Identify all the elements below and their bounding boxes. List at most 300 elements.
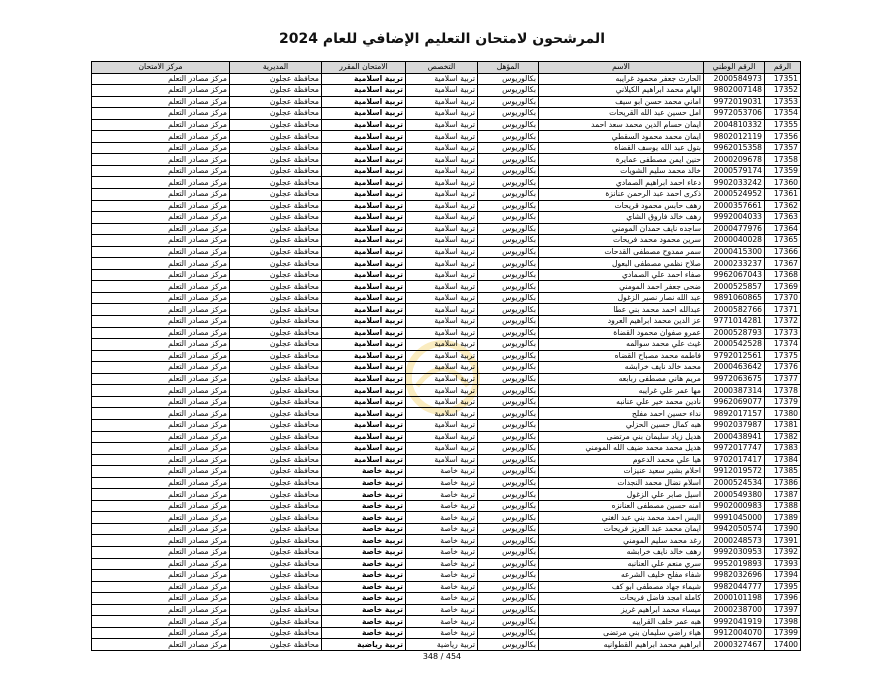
cell-specialization: تربية اسلامية [406,454,478,466]
cell-qualification: بكالوريوس [478,512,539,524]
cell-serial: 17377 [765,373,801,385]
cell-exam: تربية خاصة [322,546,406,558]
cell-serial: 17390 [765,523,801,535]
table-row [92,85,801,97]
table-row [92,431,801,443]
table-row [92,189,801,201]
cell-exam: تربية اسلامية [322,269,406,281]
table-header-row [92,62,801,74]
cell-exam-center: مركز مصادر التعلم [92,581,230,593]
cell-qualification: بكالوريوس [478,639,539,651]
cell-exam-center: مركز مصادر التعلم [92,119,230,131]
cell-specialization: تربية خاصة [406,616,478,628]
cell-exam: تربية رياضية [322,639,406,651]
cell-directorate: محافظة عجلون [230,408,322,420]
cell-directorate: محافظة عجلون [230,223,322,235]
cell-specialization: تربية اسلامية [406,431,478,443]
page-title: المرشحون لامتحان التعليم الإضافي للعام 2024 [279,31,605,47]
header-serial: الرقم [765,62,801,74]
cell-serial: 17368 [765,269,801,281]
cell-name: اماني محمد حسن ابو سيف [539,96,704,108]
cell-exam-center: مركز مصادر التعلم [92,627,230,639]
cell-name: شفاء مفلح خليف الشرعه [539,570,704,582]
cell-specialization: تربية خاصة [406,604,478,616]
cell-name: هديل محمد محمد ضيف الله المومني [539,443,704,455]
cell-national-id: 2000584973 [704,73,765,85]
table-row [92,581,801,593]
cell-directorate: محافظة عجلون [230,523,322,535]
table-row [92,246,801,258]
cell-exam: تربية اسلامية [322,177,406,189]
cell-name: مها عمر علي غرايبه [539,385,704,397]
cell-name: بتول عبد الله يوسف القضاة [539,142,704,154]
cell-directorate: محافظة عجلون [230,189,322,201]
cell-directorate: محافظة عجلون [230,177,322,189]
cell-national-id: 9982032696 [704,570,765,582]
cell-exam-center: مركز مصادر التعلم [92,477,230,489]
cell-directorate: محافظة عجلون [230,512,322,524]
cell-serial: 17358 [765,154,801,166]
cell-qualification: بكالوريوس [478,477,539,489]
cell-specialization: تربية اسلامية [406,419,478,431]
cell-name: هيا علي محمد الدعوم [539,454,704,466]
cell-exam: تربية اسلامية [322,142,406,154]
cell-serial: 17352 [765,85,801,97]
cell-exam: تربية خاصة [322,500,406,512]
table-row [92,627,801,639]
cell-name: اسيل صابر علي الزغول [539,489,704,501]
cell-exam: تربية اسلامية [322,350,406,362]
cell-exam-center: مركز مصادر التعلم [92,200,230,212]
cell-serial: 17379 [765,396,801,408]
cell-exam-center: مركز مصادر التعلم [92,535,230,547]
cell-name: خالد محمد سليم الشويات [539,165,704,177]
cell-serial: 17356 [765,131,801,143]
cell-specialization: تربية خاصة [406,489,478,501]
cell-qualification: بكالوريوس [478,419,539,431]
cell-qualification: بكالوريوس [478,373,539,385]
cell-exam: تربية اسلامية [322,454,406,466]
cell-name: محمد خالد نايف خرابشه [539,362,704,374]
cell-directorate: محافظة عجلون [230,500,322,512]
cell-specialization: تربية اسلامية [406,200,478,212]
cell-exam: تربية خاصة [322,558,406,570]
cell-exam-center: مركز مصادر التعلم [92,558,230,570]
table-row [92,419,801,431]
cell-exam: تربية اسلامية [322,419,406,431]
cell-qualification: بكالوريوس [478,339,539,351]
cell-exam-center: مركز مصادر التعلم [92,258,230,270]
cell-national-id: 2000248573 [704,535,765,547]
cell-exam-center: مركز مصادر التعلم [92,189,230,201]
cell-qualification: بكالوريوس [478,581,539,593]
cell-national-id: 9771014281 [704,316,765,328]
cell-specialization: تربية اسلامية [406,385,478,397]
cell-national-id: 2000327467 [704,639,765,651]
cell-directorate: محافظة عجلون [230,616,322,628]
cell-name: هبه كمال حسين الحزلي [539,419,704,431]
cell-national-id: 9972017747 [704,443,765,455]
cell-serial: 17400 [765,639,801,651]
cell-exam: تربية اسلامية [322,154,406,166]
cell-directorate: محافظة عجلون [230,373,322,385]
cell-serial: 17357 [765,142,801,154]
cell-qualification: بكالوريوس [478,350,539,362]
cell-directorate: محافظة عجلون [230,396,322,408]
table-row [92,304,801,316]
cell-qualification: بكالوريوس [478,627,539,639]
cell-qualification: بكالوريوس [478,604,539,616]
cell-name: فاطمه محمد مصباح القضاه [539,350,704,362]
cell-exam: تربية اسلامية [322,73,406,85]
cell-name: نداء حسين احمد مفلح [539,408,704,420]
cell-exam: تربية خاصة [322,593,406,605]
cell-qualification: بكالوريوس [478,131,539,143]
table-row [92,558,801,570]
cell-exam-center: مركز مصادر التعلم [92,235,230,247]
cell-national-id: 9792012561 [704,350,765,362]
cell-specialization: تربية اسلامية [406,108,478,120]
cell-specialization: تربية اسلامية [406,154,478,166]
cell-name: امنه حسين مصطفى العنانزه [539,500,704,512]
cell-specialization: تربية اسلامية [406,142,478,154]
cell-directorate: محافظة عجلون [230,73,322,85]
cell-qualification: بكالوريوس [478,327,539,339]
cell-directorate: محافظة عجلون [230,165,322,177]
cell-name: عبدالله احمد محمد بني عطا [539,304,704,316]
cell-specialization: تربية اسلامية [406,165,478,177]
cell-name: دعاء احمد ابراهيم الصمادي [539,177,704,189]
cell-directorate: محافظة عجلون [230,454,322,466]
table-row [92,443,801,455]
cell-serial: 17387 [765,489,801,501]
cell-name: صفاء احمد علي الصمادي [539,269,704,281]
cell-directorate: محافظة عجلون [230,535,322,547]
cell-exam-center: مركز مصادر التعلم [92,327,230,339]
cell-name: اسلام نضال محمد النجدات [539,477,704,489]
cell-qualification: بكالوريوس [478,154,539,166]
cell-national-id: 9702017417 [704,454,765,466]
cell-national-id: 9802012119 [704,131,765,143]
cell-serial: 17388 [765,500,801,512]
cell-exam: تربية اسلامية [322,85,406,97]
table-row [92,165,801,177]
cell-exam-center: مركز مصادر التعلم [92,96,230,108]
cell-serial: 17385 [765,466,801,478]
cell-serial: 17365 [765,235,801,247]
cell-specialization: تربية اسلامية [406,189,478,201]
cell-specialization: تربية خاصة [406,570,478,582]
cell-national-id: 2000415300 [704,246,765,258]
table-row [92,500,801,512]
cell-national-id: 2000528793 [704,327,765,339]
cell-directorate: محافظة عجلون [230,385,322,397]
cell-serial: 17361 [765,189,801,201]
cell-serial: 17353 [765,96,801,108]
table-row [92,258,801,270]
cell-directorate: محافظة عجلون [230,119,322,131]
cell-national-id: 9942050574 [704,523,765,535]
cell-exam: تربية اسلامية [322,200,406,212]
cell-national-id: 2000525857 [704,281,765,293]
cell-specialization: تربية خاصة [406,558,478,570]
cell-exam-center: مركز مصادر التعلم [92,512,230,524]
cell-name: ابراهيم محمد ابراهيم القطوانيه [539,639,704,651]
cell-exam-center: مركز مصادر التعلم [92,165,230,177]
cell-name: هياء راضي سليمان بني مرتضى [539,627,704,639]
cell-qualification: بكالوريوس [478,85,539,97]
cell-directorate: محافظة عجلون [230,581,322,593]
cell-exam: تربية اسلامية [322,235,406,247]
cell-exam: تربية خاصة [322,604,406,616]
cell-serial: 17386 [765,477,801,489]
cell-exam: تربية اسلامية [322,292,406,304]
table-row [92,604,801,616]
cell-directorate: محافظة عجلون [230,108,322,120]
cell-serial: 17362 [765,200,801,212]
header-name: الاسم [539,62,704,74]
cell-name: حنين ايمن مصطفى عمايرة [539,154,704,166]
cell-directorate: محافظة عجلون [230,269,322,281]
cell-name: رهف خالد فاروق الشاي [539,212,704,224]
cell-exam-center: مركز مصادر التعلم [92,373,230,385]
cell-serial: 17367 [765,258,801,270]
cell-national-id: 2000238700 [704,604,765,616]
table-row [92,281,801,293]
cell-qualification: بكالوريوس [478,269,539,281]
cell-exam-center: مركز مصادر التعلم [92,523,230,535]
cell-qualification: بكالوريوس [478,396,539,408]
cell-directorate: محافظة عجلون [230,85,322,97]
table-row [92,616,801,628]
table-row [92,223,801,235]
cell-exam-center: مركز مصادر التعلم [92,73,230,85]
cell-exam: تربية اسلامية [322,108,406,120]
cell-exam-center: مركز مصادر التعلم [92,108,230,120]
cell-specialization: تربية اسلامية [406,443,478,455]
cell-specialization: تربية اسلامية [406,177,478,189]
cell-directorate: محافظة عجلون [230,350,322,362]
table-row [92,339,801,351]
cell-national-id: 9962067043 [704,269,765,281]
cell-exam: تربية اسلامية [322,246,406,258]
table-row [92,119,801,131]
cell-directorate: محافظة عجلون [230,154,322,166]
table-row [92,535,801,547]
cell-exam-center: مركز مصادر التعلم [92,616,230,628]
cell-directorate: محافظة عجلون [230,419,322,431]
cell-specialization: تربية اسلامية [406,339,478,351]
cell-directorate: محافظة عجلون [230,131,322,143]
cell-name: ايمان محمد عبد العزيز فريحات [539,523,704,535]
cell-directorate: محافظة عجلون [230,316,322,328]
cell-national-id: 9972053706 [704,108,765,120]
cell-exam: تربية اسلامية [322,258,406,270]
cell-exam: تربية اسلامية [322,96,406,108]
cell-directorate: محافظة عجلون [230,292,322,304]
cell-specialization: تربية اسلامية [406,304,478,316]
cell-exam-center: مركز مصادر التعلم [92,546,230,558]
cell-qualification: بكالوريوس [478,385,539,397]
cell-directorate: محافظة عجلون [230,639,322,651]
table-row [92,570,801,582]
cell-exam: تربية اسلامية [322,385,406,397]
cell-exam-center: مركز مصادر التعلم [92,212,230,224]
cell-directorate: محافظة عجلون [230,339,322,351]
cell-exam: تربية خاصة [322,616,406,628]
cell-name: عز الدين محمد ابراهيم العرود [539,316,704,328]
cell-specialization: تربية اسلامية [406,119,478,131]
cell-specialization: تربية اسلامية [406,408,478,420]
cell-serial: 17394 [765,570,801,582]
cell-name: هبه عمر خلف القرايبه [539,616,704,628]
cell-name: اليس احمد محمد بني عبد الغني [539,512,704,524]
cell-name: الهام محمد ابراهيم الكيلاني [539,85,704,97]
cell-exam-center: مركز مصادر التعلم [92,500,230,512]
table-row [92,454,801,466]
cell-exam: تربية اسلامية [322,373,406,385]
cell-specialization: تربية اسلامية [406,258,478,270]
cell-serial: 17384 [765,454,801,466]
cell-qualification: بكالوريوس [478,73,539,85]
cell-national-id: 2000463642 [704,362,765,374]
table-row [92,131,801,143]
table-row [92,154,801,166]
cell-name: نادين محمد خير علي عنانبه [539,396,704,408]
table-row [92,177,801,189]
cell-national-id: 9962069077 [704,396,765,408]
table-row [92,200,801,212]
cell-qualification: بكالوريوس [478,119,539,131]
cell-serial: 17371 [765,304,801,316]
cell-qualification: بكالوريوس [478,408,539,420]
cell-directorate: محافظة عجلون [230,593,322,605]
cell-specialization: تربية اسلامية [406,373,478,385]
cell-directorate: محافظة عجلون [230,362,322,374]
cell-national-id: 9962015358 [704,142,765,154]
table-row [92,292,801,304]
cell-national-id: 2000582766 [704,304,765,316]
cell-serial: 17381 [765,419,801,431]
cell-specialization: تربية اسلامية [406,96,478,108]
table-row [92,142,801,154]
cell-exam: تربية اسلامية [322,362,406,374]
cell-exam: تربية اسلامية [322,316,406,328]
cell-exam: تربية اسلامية [322,281,406,293]
table-row [92,408,801,420]
cell-specialization: تربية اسلامية [406,131,478,143]
cell-specialization: تربية خاصة [406,593,478,605]
table-row [92,523,801,535]
cell-name: شيماء جهاد مصطفى ابو كف [539,581,704,593]
cell-directorate: محافظة عجلون [230,477,322,489]
cell-serial: 17398 [765,616,801,628]
cell-exam-center: مركز مصادر التعلم [92,466,230,478]
table-row [92,269,801,281]
candidates-table [91,61,801,651]
cell-national-id: 2000542528 [704,339,765,351]
cell-directorate: محافظة عجلون [230,431,322,443]
table-row [92,362,801,374]
table-row [92,546,801,558]
cell-qualification: بكالوريوس [478,189,539,201]
cell-exam-center: مركز مصادر التعلم [92,316,230,328]
cell-qualification: بكالوريوس [478,454,539,466]
cell-serial: 17373 [765,327,801,339]
cell-national-id: 9972063675 [704,373,765,385]
cell-national-id: 2000357661 [704,200,765,212]
table-row [92,477,801,489]
cell-exam: تربية اسلامية [322,396,406,408]
cell-national-id: 2000233237 [704,258,765,270]
cell-directorate: محافظة عجلون [230,246,322,258]
cell-qualification: بكالوريوس [478,362,539,374]
cell-serial: 17369 [765,281,801,293]
cell-serial: 17370 [765,292,801,304]
cell-exam: تربية خاصة [322,570,406,582]
cell-exam-center: مركز مصادر التعلم [92,281,230,293]
cell-specialization: تربية خاصة [406,466,478,478]
cell-qualification: بكالوريوس [478,108,539,120]
cell-specialization: تربية خاصة [406,512,478,524]
cell-exam-center: مركز مصادر التعلم [92,177,230,189]
cell-exam: تربية اسلامية [322,304,406,316]
cell-national-id: 9902000983 [704,500,765,512]
cell-exam: تربية خاصة [322,523,406,535]
cell-specialization: تربية خاصة [406,535,478,547]
cell-name: امل حسين عبد الله القريحات [539,108,704,120]
header-exam-center: مركز الامتحان [92,62,230,74]
cell-name: مريم هاني مصطفى ربابعه [539,373,704,385]
cell-directorate: محافظة عجلون [230,466,322,478]
table-row [92,108,801,120]
cell-specialization: تربية خاصة [406,546,478,558]
cell-exam-center: مركز مصادر التعلم [92,154,230,166]
cell-name: سرين محمود محمد فريحات [539,235,704,247]
cell-exam-center: مركز مصادر التعلم [92,489,230,501]
cell-specialization: تربية اسلامية [406,327,478,339]
cell-qualification: بكالوريوس [478,292,539,304]
cell-serial: 17376 [765,362,801,374]
cell-directorate: محافظة عجلون [230,212,322,224]
cell-national-id: 9902037987 [704,419,765,431]
cell-serial: 17391 [765,535,801,547]
cell-national-id: 9982044777 [704,581,765,593]
cell-exam: تربية اسلامية [322,223,406,235]
cell-exam: تربية خاصة [322,477,406,489]
cell-directorate: محافظة عجلون [230,627,322,639]
cell-name: ايمان حسام الدين محمد سعد احمد [539,119,704,131]
cell-serial: 17396 [765,593,801,605]
cell-specialization: تربية اسلامية [406,281,478,293]
cell-exam: تربية اسلامية [322,119,406,131]
cell-serial: 17389 [765,512,801,524]
cell-qualification: بكالوريوس [478,431,539,443]
cell-exam-center: مركز مصادر التعلم [92,385,230,397]
cell-name: ذكرى احمد عبد الرحمن عنانزة [539,189,704,201]
cell-qualification: بكالوريوس [478,616,539,628]
header-specialization: التخصص [406,62,478,74]
cell-specialization: تربية اسلامية [406,235,478,247]
cell-qualification: بكالوريوس [478,235,539,247]
cell-qualification: بكالوريوس [478,96,539,108]
cell-national-id: 2000387314 [704,385,765,397]
cell-specialization: تربية رياضية [406,639,478,651]
table-row [92,373,801,385]
cell-exam-center: مركز مصادر التعلم [92,443,230,455]
cell-qualification: بكالوريوس [478,177,539,189]
cell-national-id: 9892017157 [704,408,765,420]
